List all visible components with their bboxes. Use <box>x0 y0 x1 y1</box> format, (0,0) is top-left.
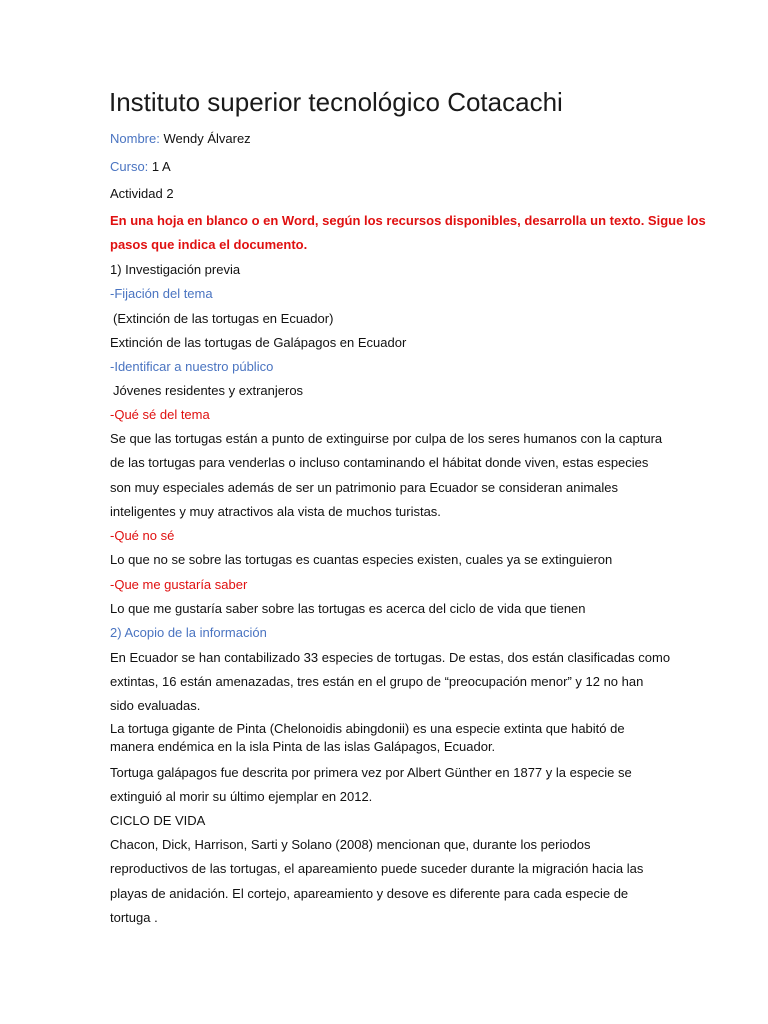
quese-line: son muy especiales además de ser un patrimonio para Ecuador se consideran animales <box>110 480 619 495</box>
quese-line: Se que las tortugas están a punto de extinguirse por culpa de los seres humanos con la captura <box>110 431 663 446</box>
quenose-text: Lo que no se sobre las tortugas es cuantas especies existen, cuales ya se extinguieron <box>110 552 613 567</box>
ciclo-heading: CICLO DE VIDA <box>110 813 206 828</box>
ciclo-line: Chacon, Dick, Harrison, Sarti y Solano (2008) mencionan que, durante los periodos <box>110 837 591 852</box>
fijacion-paren-text: (Extinción de las tortugas en Ecuador) <box>113 311 334 326</box>
actividad-line: Actividad 2 <box>110 186 174 201</box>
nombre-line <box>110 131 251 147</box>
publico-text: Jóvenes residentes y extranjeros <box>113 383 304 398</box>
acopio-line: En Ecuador se han contabilizado 33 especies de tortugas. De estas, dos están clasificadas como <box>110 650 671 665</box>
fijacion-text: Extinción de las tortugas de Galápagos en Ecuador <box>110 335 407 350</box>
gustaria-heading: -Que me gustaría saber <box>110 577 248 592</box>
ciclo-line: playas de anidación. El cortejo, apareamiento y desove es diferente para cada especie de <box>110 886 629 901</box>
acopio-line: extintas, 16 están amenazadas, tres están en el grupo de “preocupación menor” y 12 no han <box>110 674 644 689</box>
curso-line <box>110 159 171 175</box>
gustaria-text: Lo que me gustaría saber sobre las tortugas es acerca del ciclo de vida que tienen <box>110 601 586 616</box>
fijacion-heading: -Fijación del tema <box>110 286 213 301</box>
quese-heading: -Qué sé del tema <box>110 407 210 422</box>
nombre-label: Nombre: <box>110 131 160 146</box>
quenose-heading: -Qué no sé <box>110 528 175 543</box>
gunther-line: extinguió al morir su último ejemplar en 2012. <box>110 789 373 804</box>
pinta-line: manera endémica en la isla Pinta de las islas Galápagos, Ecuador. <box>110 739 496 754</box>
step-1-heading: 1) Investigación previa <box>110 262 241 277</box>
ciclo-line: tortuga . <box>110 910 158 925</box>
document-title: Instituto superior tecnológico Cotacachi <box>109 87 563 117</box>
curso-label: Curso: <box>110 159 149 174</box>
instruction-line-1: En una hoja en blanco o en Word, según los recursos disponibles, desarrolla un texto. Sigue los <box>110 213 706 228</box>
quese-line: de las tortugas para venderlas o incluso contaminando el hábitat donde viven, estas especies <box>110 455 649 470</box>
pinta-line: La tortuga gigante de Pinta (Chelonoidis abingdonii) es una especie extinta que habitó de <box>110 721 625 736</box>
nombre-value: Wendy Álvarez <box>163 131 251 146</box>
instruction-line-2: pasos que indica el documento. <box>110 237 308 252</box>
publico-heading: -Identificar a nuestro público <box>110 359 274 374</box>
curso-value: 1 A <box>151 159 171 174</box>
step-2-heading: 2) Acopio de la información <box>110 625 267 640</box>
ciclo-line: reproductivos de las tortugas, el apareamiento puede suceder durante la migración hacia las <box>110 861 644 876</box>
quese-line: inteligentes y muy atractivos ala vista de muchos turistas. <box>110 504 441 519</box>
acopio-line: sido evaluadas. <box>110 698 201 713</box>
gunther-line: Tortuga galápagos fue descrita por primera vez por Albert Günther en 1877 y la especie se <box>110 765 632 780</box>
